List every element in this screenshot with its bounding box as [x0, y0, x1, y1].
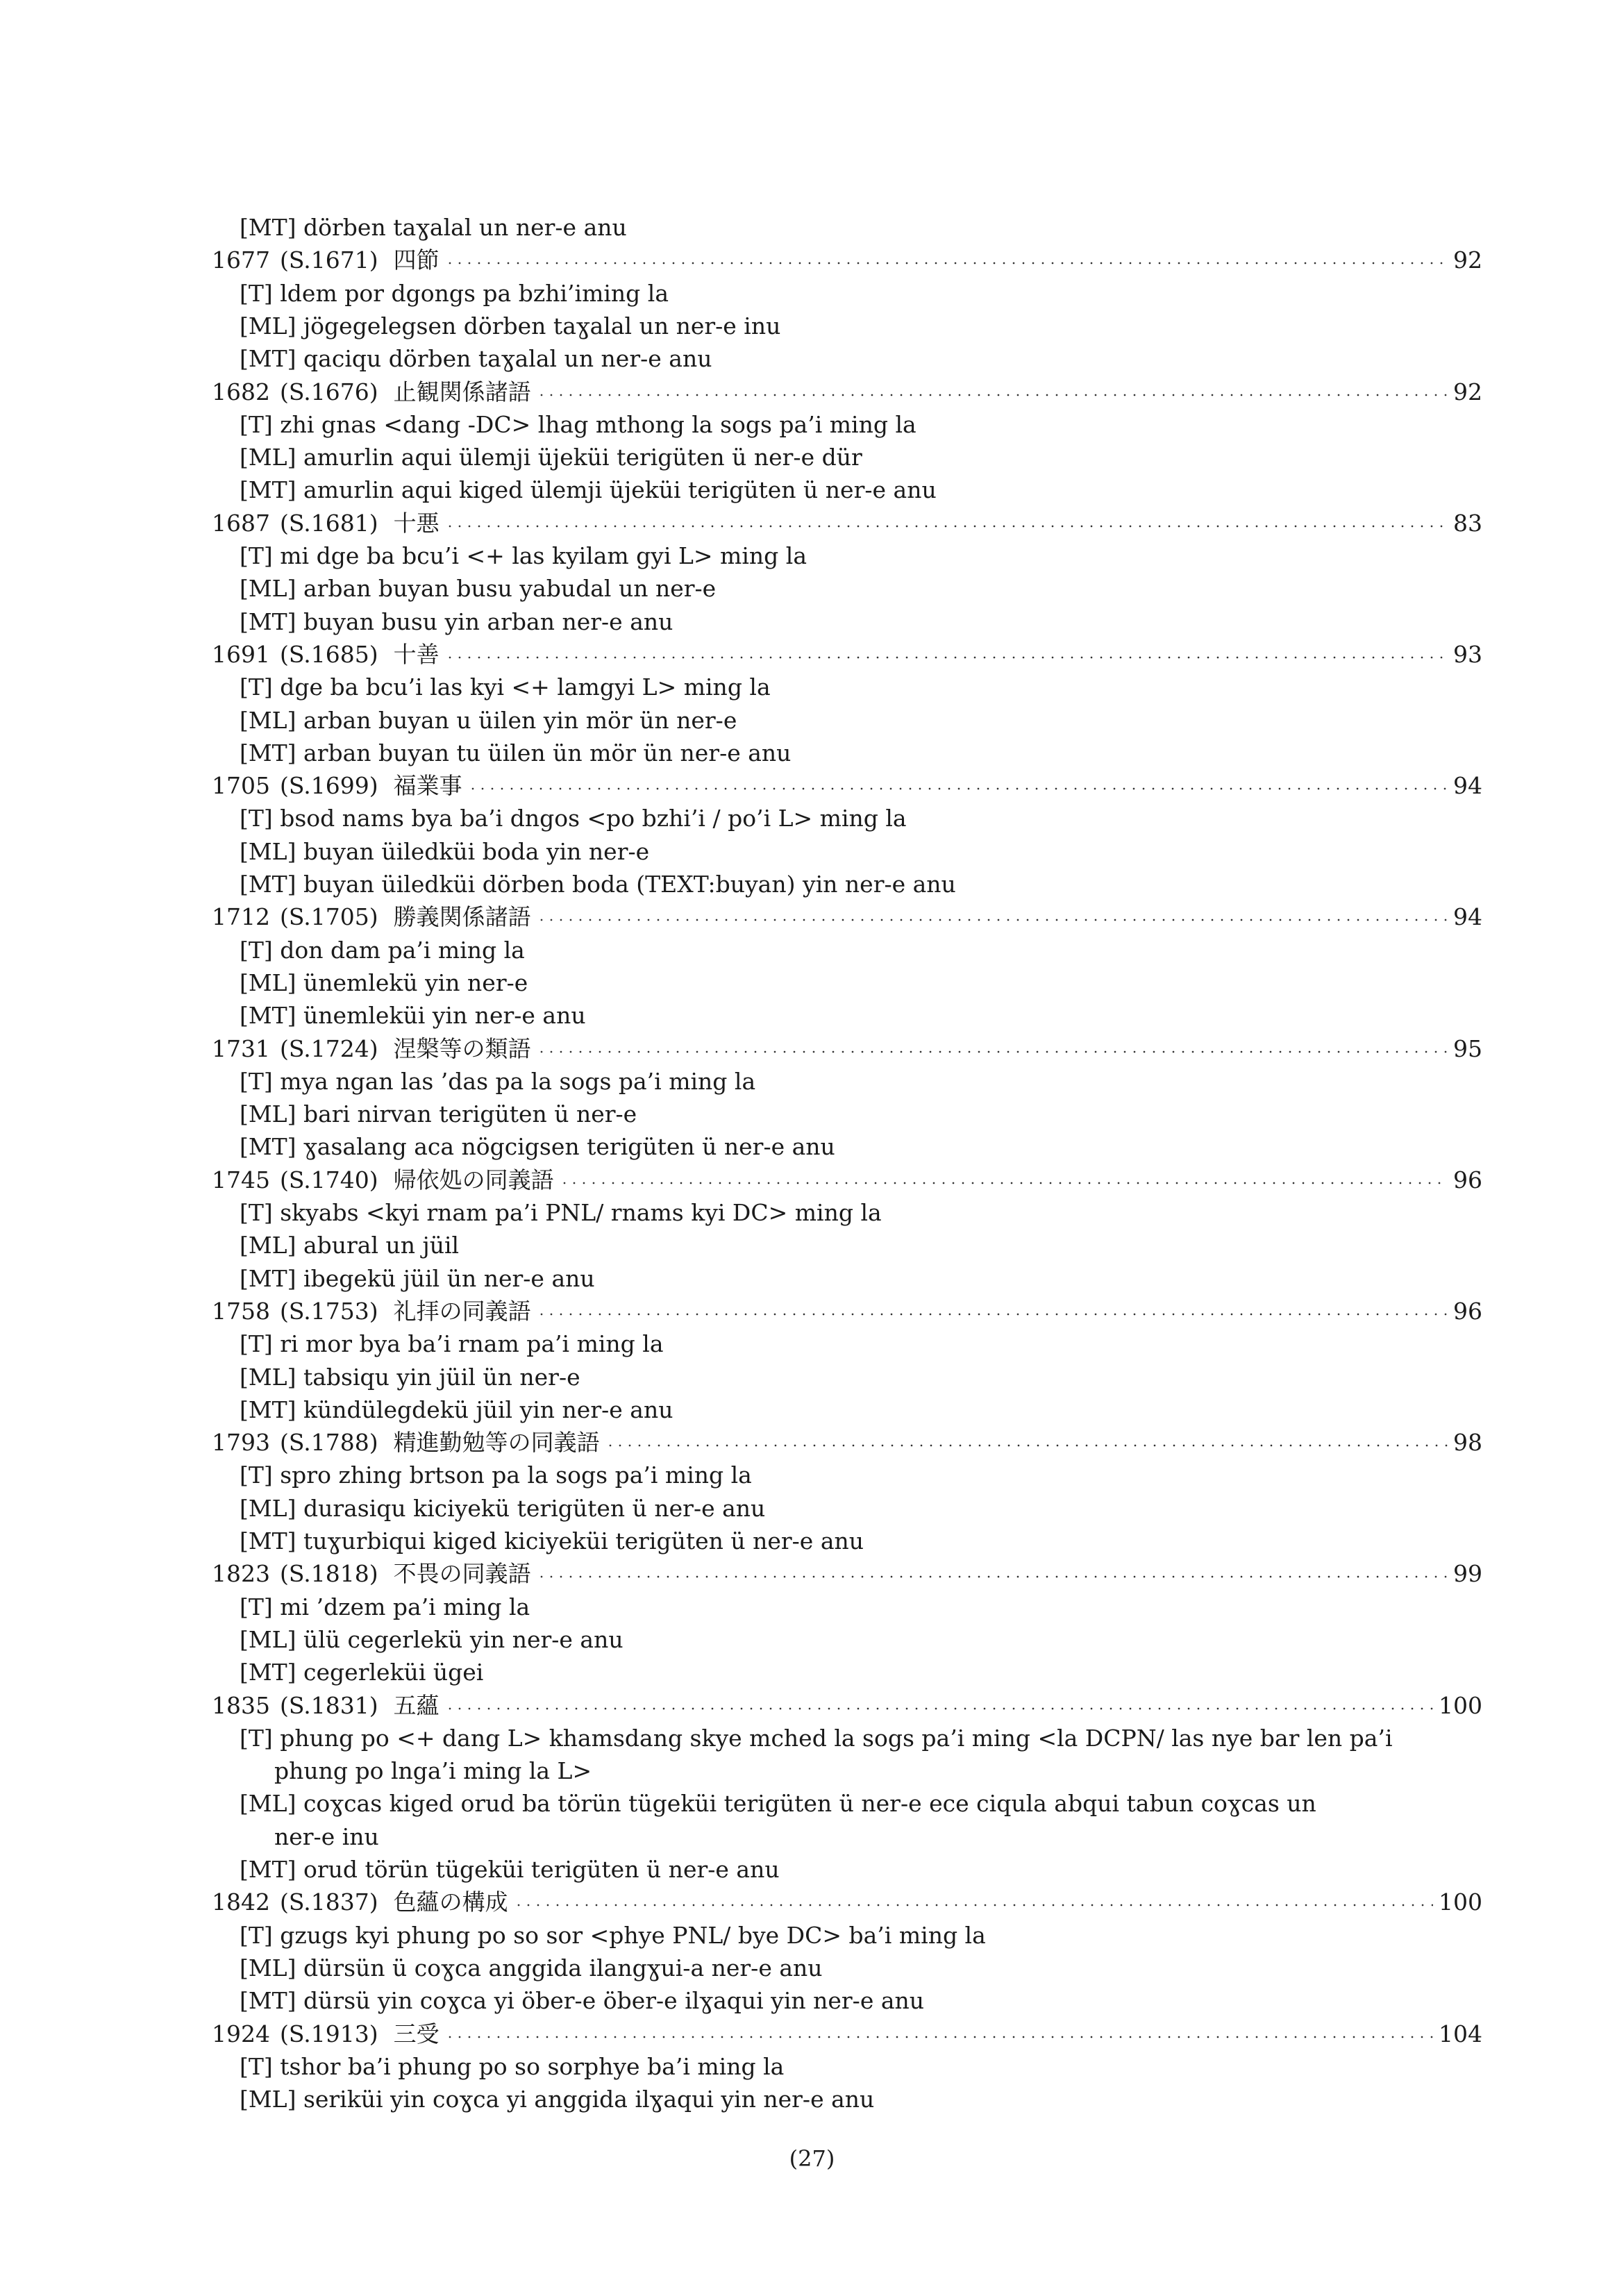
index-entry — [212, 903, 1482, 931]
entry-sub-line: [T] phung po <+ dang L> khamsdang skye mched la sogs pa’i ming <la DCPN/ las nye bar len pa’i — [240, 1724, 1393, 1752]
entry-page-number: 99 — [1453, 1560, 1482, 1588]
entry-sub-line: [T] tshor ba’i phung po so sorphye ba’i ming la — [240, 2052, 785, 2080]
dot-leader — [445, 525, 1448, 528]
index-entry — [212, 1035, 1482, 1063]
entry-number: 1677 — [212, 246, 270, 274]
index-entry — [212, 378, 1482, 406]
page-number: (27) — [789, 2145, 835, 2172]
entry-page-number: 104 — [1439, 2020, 1482, 2047]
index-entry — [212, 246, 1482, 274]
entry-source-ref: (S.1681) — [279, 509, 378, 537]
entry-source-ref: (S.1818) — [279, 1560, 378, 1588]
entry-number: 1682 — [212, 378, 270, 405]
entry-sub-line: [MT] dörben taɣalal un ner-e anu — [240, 214, 627, 241]
entry-japanese-term: 福業事 — [393, 772, 462, 800]
dot-leader — [560, 1182, 1448, 1184]
entry-sub-line: [ML] seriküi yin coɣca yi anggida ilɣaqui yin ner-e anu — [240, 2086, 875, 2113]
entry-sub-line: [T] mi ’dzem pa’i ming la — [240, 1593, 530, 1620]
entry-number: 1924 — [212, 2020, 270, 2047]
entry-sub-line: [T] don dam pa’i ming la — [240, 936, 525, 964]
entry-number: 1712 — [212, 903, 270, 931]
entry-sub-line: [ML] coɣcas kiged orud ba törün tügeküi terigüten ü ner-e ece ciqula abqui tabun coɣcas un — [240, 1790, 1316, 1818]
entry-source-ref: (S.1753) — [279, 1297, 378, 1325]
index-entry — [212, 772, 1482, 800]
entry-sub-line: [ML] jögegelegsen dörben taɣalal un ner-e inu — [240, 312, 781, 340]
entry-source-ref: (S.1685) — [279, 640, 378, 668]
entry-sub-line: [T] bsod nams bya ba’i dngos <po bzhi’i / po’i L> ming la — [240, 805, 907, 832]
entry-sub-line: [MT] dürsü yin coɣca yi öber-e öber-e ilɣaqui yin ner-e anu — [240, 1987, 925, 2015]
entry-source-ref: (S.1676) — [279, 378, 378, 405]
dot-leader — [445, 1707, 1433, 1710]
entry-source-ref: (S.1913) — [279, 2020, 378, 2047]
dot-leader — [605, 1444, 1448, 1447]
entry-number: 1793 — [212, 1429, 270, 1457]
dot-leader — [468, 787, 1448, 790]
index-entry — [212, 1692, 1482, 1720]
entry-page-number: 83 — [1453, 509, 1482, 537]
dot-leader — [445, 656, 1448, 659]
entry-page-number: 96 — [1453, 1166, 1482, 1193]
entry-source-ref: (S.1831) — [279, 1691, 378, 1719]
entry-sub-line: [MT] ɣasalang aca nögcigsen terigüten ü ner-e anu — [240, 1133, 835, 1161]
entry-source-ref: (S.1837) — [279, 1888, 378, 1916]
entry-source-ref: (S.1724) — [279, 1034, 378, 1062]
entry-sub-line: [T] skyabs <kyi rnam pa’i PNL/ rnams kyi DC> ming la — [240, 1199, 882, 1226]
index-entry — [212, 1166, 1482, 1194]
entry-source-ref: (S.1671) — [279, 246, 378, 274]
entry-number: 1823 — [212, 1560, 270, 1588]
entry-sub-line: [MT] buyan üiledküi dörben boda (TEXT:buyan) yin ner-e anu — [240, 871, 956, 898]
entry-sub-line: [ML] dürsün ü coɣca anggida ilangɣui-a ner-e anu — [240, 1954, 823, 1981]
dot-leader — [537, 394, 1448, 396]
entry-japanese-term: 涅槃等の類語 — [393, 1034, 531, 1062]
entry-sub-line: [T] ri mor bya ba’i rnam pa’i ming la — [240, 1330, 664, 1358]
entry-sub-line: [MT] tuɣurbiqui kiged kiciyeküi terigüten ü ner-e anu — [240, 1527, 864, 1555]
entry-page-number: 94 — [1453, 903, 1482, 931]
entry-sub-line: [T] mi dge ba bcu’i <+ las kyilam gyi L> ming la — [240, 542, 807, 569]
entry-sub-line: [MT] ibegekü jüil ün ner-e anu — [240, 1264, 595, 1292]
entry-sub-line: [ML] abural un jüil — [240, 1232, 460, 1259]
entry-japanese-term: 精進勤勉等の同義語 — [393, 1429, 600, 1457]
dot-leader — [445, 2036, 1433, 2038]
entry-sub-line: [MT] arban buyan tu üilen ün mör ün ner-e anu — [240, 739, 792, 766]
entry-number: 1745 — [212, 1166, 270, 1193]
index-entry — [212, 1429, 1482, 1457]
index-entry — [212, 1888, 1482, 1916]
entry-continuation-line: phung po lnga’i ming la L> — [274, 1757, 592, 1785]
index-entry — [212, 2020, 1482, 2048]
entry-sub-line: [ML] bari nirvan terigüten ü ner-e — [240, 1100, 637, 1128]
entry-sub-line: [ML] durasiqu kiciyekü terigüten ü ner-e anu — [240, 1494, 766, 1522]
dot-leader — [514, 1904, 1433, 1907]
entry-japanese-term: 十善 — [393, 640, 440, 668]
entry-sub-line: [MT] buyan busu yin arban ner-e anu — [240, 607, 673, 635]
entry-number: 1687 — [212, 509, 270, 537]
entry-number: 1835 — [212, 1691, 270, 1719]
entry-japanese-term: 不畏の同義語 — [393, 1560, 531, 1588]
entry-sub-line: [MT] orud törün tügeküi terigüten ü ner-e anu — [240, 1856, 780, 1883]
index-entry — [212, 510, 1482, 537]
entry-sub-line: [MT] cegerleküi ügei — [240, 1659, 484, 1686]
entry-sub-line: [MT] qaciqu dörben taɣalal un ner-e anu — [240, 345, 712, 373]
entry-sub-line: [T] spro zhing brtson pa la sogs pa’i ming la — [240, 1461, 752, 1489]
entry-number: 1705 — [212, 772, 270, 800]
index-entry — [212, 1560, 1482, 1588]
entry-sub-line: [ML] amurlin aqui ülemji üjeküi terigüten ü ner-e dür — [240, 444, 862, 471]
entry-page-number: 95 — [1453, 1034, 1482, 1062]
index-entry — [212, 1298, 1482, 1325]
entry-sub-line: [ML] tabsiqu yin jüil ün ner-e — [240, 1363, 580, 1391]
dot-leader — [445, 262, 1448, 265]
entry-number: 1691 — [212, 640, 270, 668]
entry-sub-line: [ML] arban buyan u üilen yin mör ün ner-e — [240, 706, 737, 734]
entry-sub-line: [T] ldem por dgongs pa bzhi’iming la — [240, 279, 669, 307]
entry-source-ref: (S.1740) — [279, 1166, 378, 1193]
entry-japanese-term: 止観関係諸語 — [393, 378, 531, 405]
entry-sub-line: [T] zhi gnas <dang -DC> lhag mthong la sogs pa’i ming la — [240, 410, 916, 438]
dot-leader — [537, 919, 1448, 921]
entry-sub-line: [MT] amurlin aqui kiged ülemji üjeküi terigüten ü ner-e anu — [240, 476, 937, 504]
index-entry — [212, 641, 1482, 669]
entry-sub-line: [MT] ünemleküi yin ner-e anu — [240, 1002, 586, 1030]
entry-source-ref: (S.1699) — [279, 772, 378, 800]
entry-page-number: 93 — [1453, 640, 1482, 668]
entry-sub-line: [T] mya ngan las ’das pa la sogs pa’i ming la — [240, 1067, 756, 1095]
entry-number: 1758 — [212, 1297, 270, 1325]
dot-leader — [537, 1313, 1448, 1316]
entry-page-number: 94 — [1453, 772, 1482, 800]
entry-japanese-term: 帰依処の同義語 — [393, 1166, 554, 1193]
entry-japanese-term: 三受 — [393, 2020, 440, 2047]
entry-source-ref: (S.1788) — [279, 1429, 378, 1457]
entry-page-number: 92 — [1453, 378, 1482, 405]
entry-number: 1842 — [212, 1888, 270, 1916]
dot-leader — [537, 1050, 1448, 1053]
entry-japanese-term: 勝義関係諸語 — [393, 903, 531, 931]
entry-continuation-line: ner-e inu — [274, 1822, 379, 1850]
entry-page-number: 100 — [1439, 1691, 1482, 1719]
entry-japanese-term: 礼拝の同義語 — [393, 1297, 531, 1325]
entry-sub-line: [ML] arban buyan busu yabudal un ner-e — [240, 575, 717, 603]
dot-leader — [537, 1575, 1448, 1578]
entry-page-number: 92 — [1453, 246, 1482, 274]
entry-number: 1731 — [212, 1034, 270, 1062]
entry-japanese-term: 五蘊 — [393, 1691, 440, 1719]
entry-source-ref: (S.1705) — [279, 903, 378, 931]
entry-page-number: 98 — [1453, 1429, 1482, 1457]
entry-page-number: 100 — [1439, 1888, 1482, 1916]
entry-japanese-term: 色蘊の構成 — [393, 1888, 508, 1916]
entry-sub-line: [T] dge ba bcu’i las kyi <+ lamgyi L> ming la — [240, 673, 771, 701]
entry-sub-line: [ML] ülü cegerlekü yin ner-e anu — [240, 1625, 623, 1653]
entry-sub-line: [ML] ünemlekü yin ner-e — [240, 969, 528, 996]
entry-sub-line: [MT] kündülegdekü jüil yin ner-e anu — [240, 1396, 673, 1423]
entry-japanese-term: 十悪 — [393, 509, 440, 537]
entry-sub-line: [T] gzugs kyi phung po so sor <phye PNL/ bye DC> ba’i ming la — [240, 1921, 986, 1949]
entry-japanese-term: 四節 — [393, 246, 440, 274]
entry-page-number: 96 — [1453, 1297, 1482, 1325]
entry-sub-line: [ML] buyan üiledküi boda yin ner-e — [240, 837, 650, 865]
